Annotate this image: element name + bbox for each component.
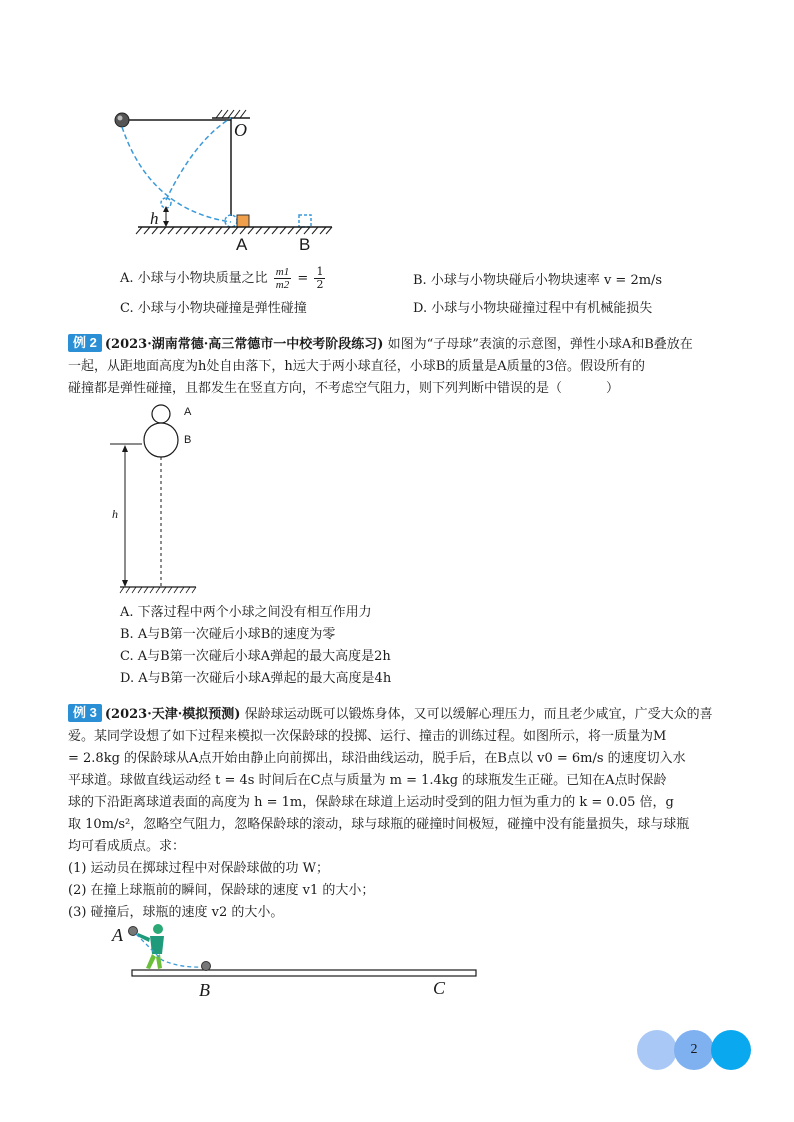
example3-line1: 例 3 (2023·天津·模拟预测) 保龄球运动既可以锻炼身体，又可以缓解心理压力，而且老少咸宜，广受大众的喜	[68, 704, 713, 725]
ratio-value: $\frac{1}{2}$	[316, 265, 324, 291]
ball-a-label: A	[184, 406, 192, 418]
point-c-label: C	[433, 978, 446, 998]
example3-question2: (2) 在撞上球瓶前的瞬间，保龄球的速度 v1 的大小；	[68, 883, 375, 898]
label-a: A	[236, 235, 248, 254]
label-b: B	[299, 235, 311, 254]
bowling-lane-figure	[100, 920, 490, 1002]
example3-question3: (3) 碰撞后，球瓶的速度 v2 的大小。	[68, 905, 284, 920]
page-decor-left	[637, 1030, 677, 1070]
height-label: h	[112, 507, 118, 521]
option-a: A. 小球与小物块质量之比 $\frac{m1}{m2}$ = $\frac{1}{2}$	[120, 265, 324, 291]
example2-text1: 如图为“子母球”表演的示意图，弹性小球A和B叠放在	[387, 337, 693, 352]
example2-option-b: B. A与B第一次碰后小球B的速度为零	[120, 627, 336, 642]
page-decor-mid	[674, 1030, 714, 1070]
example2-source: (2023·湖南常德·高三常德市一中校考阶段练习)	[104, 337, 384, 352]
label-h: h	[150, 209, 159, 228]
mass-ratio: $\frac{m1}{m2}$	[275, 266, 290, 291]
example3-line2: 爱。某同学设想了如下过程来模拟一次保龄球的投掷、运行、撞击的训练过程。如图所示，将一质量为M	[68, 729, 667, 744]
player-icon	[137, 924, 164, 969]
page-decor-right	[711, 1030, 751, 1070]
ball-b-label: B	[184, 434, 192, 446]
example3-line4: 平球道。球做直线运动经 t = 4s 时间后在C点与质量为 m = 1.4kg 的球瓶发生正碰。已知在A点时保龄	[68, 773, 667, 788]
pendulum-collision-figure	[100, 100, 350, 260]
point-a-label: A	[112, 925, 123, 945]
example3-line5: 球的下沿距离球道表面的高度为 h = 1m，保龄球在球道上运动时受到的阻力恒为重力的 k = 0.05 倍，g	[68, 795, 674, 810]
page-number: 2	[690, 1042, 698, 1057]
option-d: D. 小球与小物块碰撞过程中有机械能损失	[413, 301, 653, 316]
option-b: B. 小球与小物块碰后小物块速率 v = 2m/s	[413, 273, 663, 288]
example3-line6: 取 10m/s²，忽略空气阻力，忽略保龄球的滚动，球与球瓶的碰撞时间极短，碰撞中没有能量损失，球与球瓶	[68, 817, 690, 832]
example2-line3: 碰撞都是弹性碰撞，且都发生在竖直方向，不考虑空气阻力，则下列判断中错误的是（ ）	[68, 381, 620, 396]
example2-option-c: C. A与B第一次碰后小球A弹起的最大高度是2h	[120, 649, 391, 664]
point-b-label: B	[199, 980, 210, 1000]
example3-badge: 例 3	[68, 704, 102, 722]
example3-source: (2023·天津·模拟预测)	[104, 707, 241, 722]
example3-question1: (1) 运动员在掷球过程中对保龄球做的功 W；	[68, 861, 330, 876]
option-c: C. 小球与小物块碰撞是弹性碰撞	[120, 301, 307, 316]
example2-option-a: A. 下落过程中两个小球之间没有相互作用力	[120, 605, 372, 620]
option-a-text: A. 小球与小物块质量之比	[120, 271, 268, 286]
example2-line2: 一起，从距地面高度为h处自由落下，h远大于两小球直径，小球B的质量是A质量的3倍。假设所有的	[68, 359, 645, 374]
example3-line7: 均可看成质点。求：	[68, 839, 186, 854]
example2-badge: 例 2	[68, 334, 102, 352]
example3-line3: = 2.8kg 的保龄球从A点开始由静止向前掷出，球沿曲线运动，脱手后，在B点以 v0 = 6m/s 的速度切入水	[68, 751, 686, 766]
example2-line1	[68, 334, 693, 355]
label-o: O	[234, 120, 247, 140]
stacked-balls-figure	[100, 400, 220, 596]
example2-option-d: D. A与B第一次碰后小球A弹起的最大高度是4h	[120, 671, 392, 686]
